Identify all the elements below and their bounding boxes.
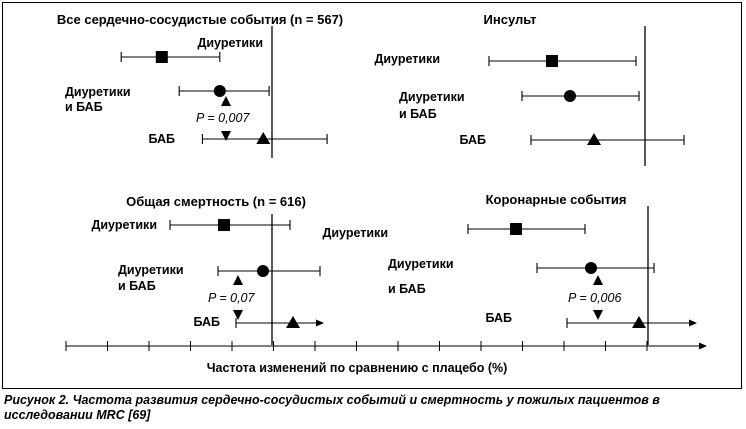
row-label: БАБ (459, 133, 486, 147)
panel-2 (374, 12, 684, 166)
circle-marker (564, 90, 576, 102)
triangle-marker (256, 132, 270, 144)
p-arrow-up (593, 275, 603, 285)
row-label: Диуретики (65, 85, 131, 99)
row-label: Диуретики (197, 36, 263, 50)
row-label: Диуретики (118, 263, 184, 277)
axis-title: Частота изменений по сравнению с плацебо (%) (206, 361, 508, 375)
p-arrow-up (221, 96, 231, 106)
triangle-marker (632, 316, 646, 328)
row-label: и БАБ (118, 279, 156, 293)
panel-title: Коронарные события (485, 192, 627, 207)
row-label: БАБ (148, 132, 175, 146)
row-label: Диуретики (91, 218, 157, 232)
row-label: и БАБ (388, 282, 426, 296)
panel-title: Общая смертность (n = 616) (126, 194, 306, 209)
figure-caption: Рисунок 2. Частота развития сердечно-сосудистых событий и смертность у пожилых пациентов в исследовании MRC [69] (4, 393, 660, 422)
row-label: БАБ (485, 311, 512, 325)
row-label: Диуретики (399, 90, 465, 104)
p-value: P = 0,07 (208, 291, 255, 305)
circle-marker (585, 262, 597, 274)
circle-marker (257, 265, 269, 277)
panel-4 (322, 192, 696, 345)
p-value: P = 0,007 (196, 111, 250, 125)
row-label: БАБ (193, 315, 220, 329)
row-label: Диуретики (322, 226, 388, 240)
p-arrow-down (593, 310, 603, 320)
row-label: Диуретики (388, 257, 454, 271)
square-marker (218, 219, 230, 231)
p-value: P = 0,006 (568, 291, 622, 305)
p-arrow-down (233, 310, 243, 320)
row-label: и БАБ (65, 100, 103, 114)
panel-title: Инсульт (483, 12, 537, 27)
square-marker (156, 51, 168, 63)
row-label: и БАБ (399, 107, 437, 121)
square-marker (546, 55, 558, 67)
panel-1 (57, 12, 343, 158)
panel-title: Все сердечно-сосудистые события (n = 567) (56, 12, 344, 27)
square-marker (510, 223, 522, 235)
panel-3 (91, 194, 323, 345)
triangle-marker (286, 316, 300, 328)
triangle-marker (587, 133, 601, 145)
row-label: Диуретики (374, 52, 440, 66)
p-arrow-up (233, 275, 243, 285)
circle-marker (214, 85, 226, 97)
